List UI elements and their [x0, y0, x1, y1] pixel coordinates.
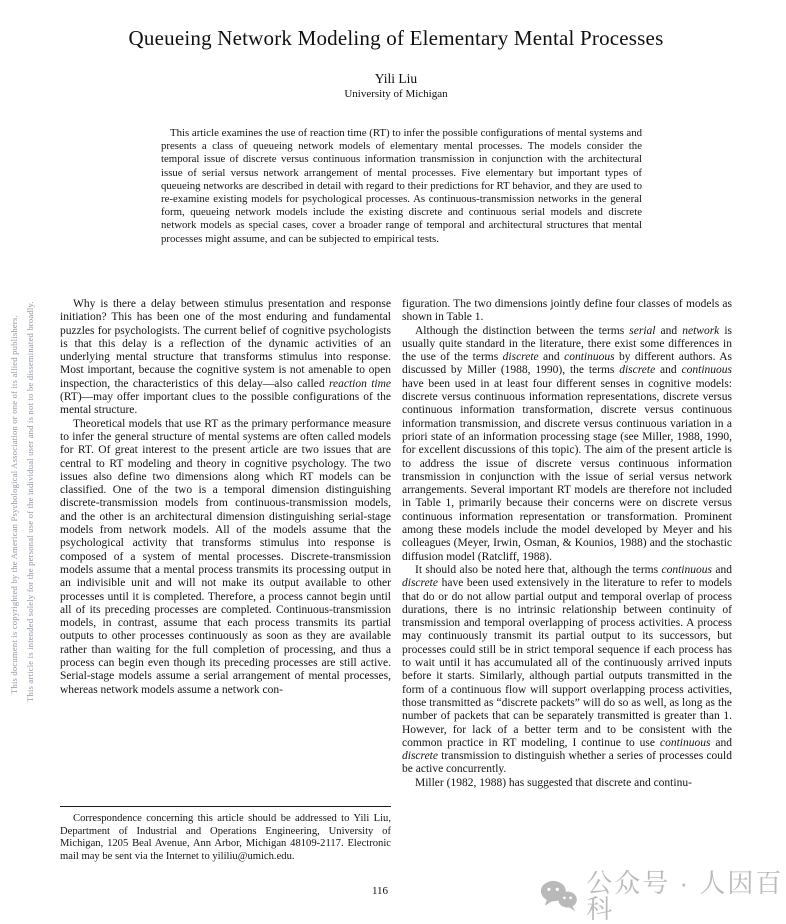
footnote-divider	[60, 806, 391, 807]
copyright-stamp-line2: This article is intended solely for the personal use of the individual user and is not to be disseminated broadly.	[25, 301, 35, 702]
body-column-right	[402, 298, 732, 790]
page-number: 116	[371, 885, 389, 897]
correspondence-footnote: Correspondence concerning this article should be addressed to Yili Liu, Department of Industrial and Operations Engineering, University of Michigan, 1205 Beal Avenue, Ann Arbor, Michigan 48109-2117. Electronic mail may be sent via the Internet to yililiu@umich.edu.	[60, 813, 391, 862]
body-paragraph: Why is there a delay between stimulus presentation and response initiation? This has been one of the most enduring and fundamental puzzles for psychologists. The current belief of cognitive psychologists is that this delay is a reflection of the dynamic activities of an underlying mental structure that transforms stimulus into response. Most important, because the cognitive system is not amenable to open inspection, the characteristics of this delay—also called reaction time (RT)—may offer important clues to the possible configurations of the mental structure.	[60, 298, 391, 417]
abstract-text: This article examines the use of reaction time (RT) to infer the possible configurations of mental systems and presents a class of queueing network models of elementary mental processes. The models consider the temporal issue of discrete versus continuous information transmission in conjunction with the architectural issue of serial versus network arrangement of mental processes. Five elementary but important types of queueing networks are described in detail with regard to their predictions for RT behavior, and they are used to re-examine existing models for psychological processes. As continuous-transmission networks in the general form, queueing network models include the existing discrete and continuous serial models and discrete network models as special cases, cover a broader range of temporal and architectural structures that mental processes might assume, and can be subjected to empirical tests.	[161, 127, 642, 245]
paper-author: Yili Liu	[374, 71, 418, 86]
paper-title: Queueing Network Modeling of Elementary Mental Processes	[128, 26, 664, 50]
body-paragraph: Although the distinction between the terms serial and network is usually quite standard in the literature, there exist some differences in the use of the terms discrete and continuous by different authors. As discussed by Miller (1988, 1990), the terms discrete and continuous have been used in at least four different senses in cognitive models: discrete versus continuous information representations, discrete versus continuous information transformation, discrete versus continuous information transmission, and discrete versus continuous variation in a priori state of an information processing stage (see Miller, 1988, 1990, for excellent discussions of this topic). The aim of the present article is to address the issue of discrete versus continuous information transmission in conjunction with the issue of serial versus network arrangements. Several important RT models are therefore not included in Table 1, primarily because their concerns were on discrete versus continuous information representation or transformation. Prominent among these models include the model developed by Meyer and his colleagues (Meyer, Irwin, Osman, & Kounios, 1988) and the stochastic diffusion model (Ratcliff, 1988).	[402, 324, 733, 563]
wechat-icon	[540, 878, 577, 914]
body-paragraph: It should also be noted here that, although the terms continuous and discrete have been used extensively in the literature to refer to models that do or do not allow partial output and temporal overlap of process durations, there is no intrinsic relationship between continuity of transmission and temporal overlapping of process activities. A process may continuously transmit its partial output to its successors, but processes could still be in strict temporal sequence if each process has to wait until it has accumulated all of the continuously arrived inputs before it starts. Similarly, although partial outputs transmitted in the form of a continuous flow will support overlapping process activities, those transmitted as “discrete packets” will do so as well, as long as the number of packets that can be separately transmitted is greater than 1. However, for lack of a better term and to be consistent with the common practice in RT modeling, I continue to use continuous and discrete transmission to distinguish whether a series of processes could be active concurrently.	[402, 563, 733, 776]
body-paragraph: Miller (1982, 1988) has suggested that discrete and continu-	[415, 776, 692, 789]
watermark	[540, 870, 786, 922]
body-paragraph: figuration. The two dimensions jointly define four classes of models as shown in Table 1.	[402, 298, 732, 324]
body-column-left	[60, 298, 391, 697]
abstract-block	[161, 127, 642, 246]
watermark-text: 公众号 · 人因百科	[586, 868, 784, 924]
paper-affiliation: University of Michigan	[344, 88, 448, 100]
copyright-stamp-line1: This document is copyrighted by the American Psychological Association or one of its allied publishers.	[9, 315, 19, 694]
body-paragraph: Theoretical models that use RT as the primary performance measure to infer the general structure of mental systems are often called models for RT. Of great interest to the present article are two issues that are central to RT modeling and theory in cognitive psychology. The two issues also define two dimensions along which RT models can be classified. One of the two is a temporal dimension distinguishing discrete-transmission models from continuous-transmission models, and the other is an architectural dimension distinguishing serial-stage models from network models. All of the models assume that the psychological activity that transforms stimulus into response is composed of a system of mental processes. Discrete-transmission models assume that a mental process transmits its processing output in an indivisible unit and will not make its output available to other processes until it is completed. Therefore, a process cannot begin until all of its preceding processes are completed. Continuous-transmission models, in contrast, assume that each process transmits its partial outputs to other processes continuously as soon as they are available rather than waiting for the full completion of processing, and thus a process can begin even though its preceding processes are still active. Serial-stage models assume a serial arrangement of mental processes, whereas network models assume a network con-	[60, 417, 391, 696]
footnote-block	[60, 806, 391, 863]
paper-header	[60, 26, 732, 100]
